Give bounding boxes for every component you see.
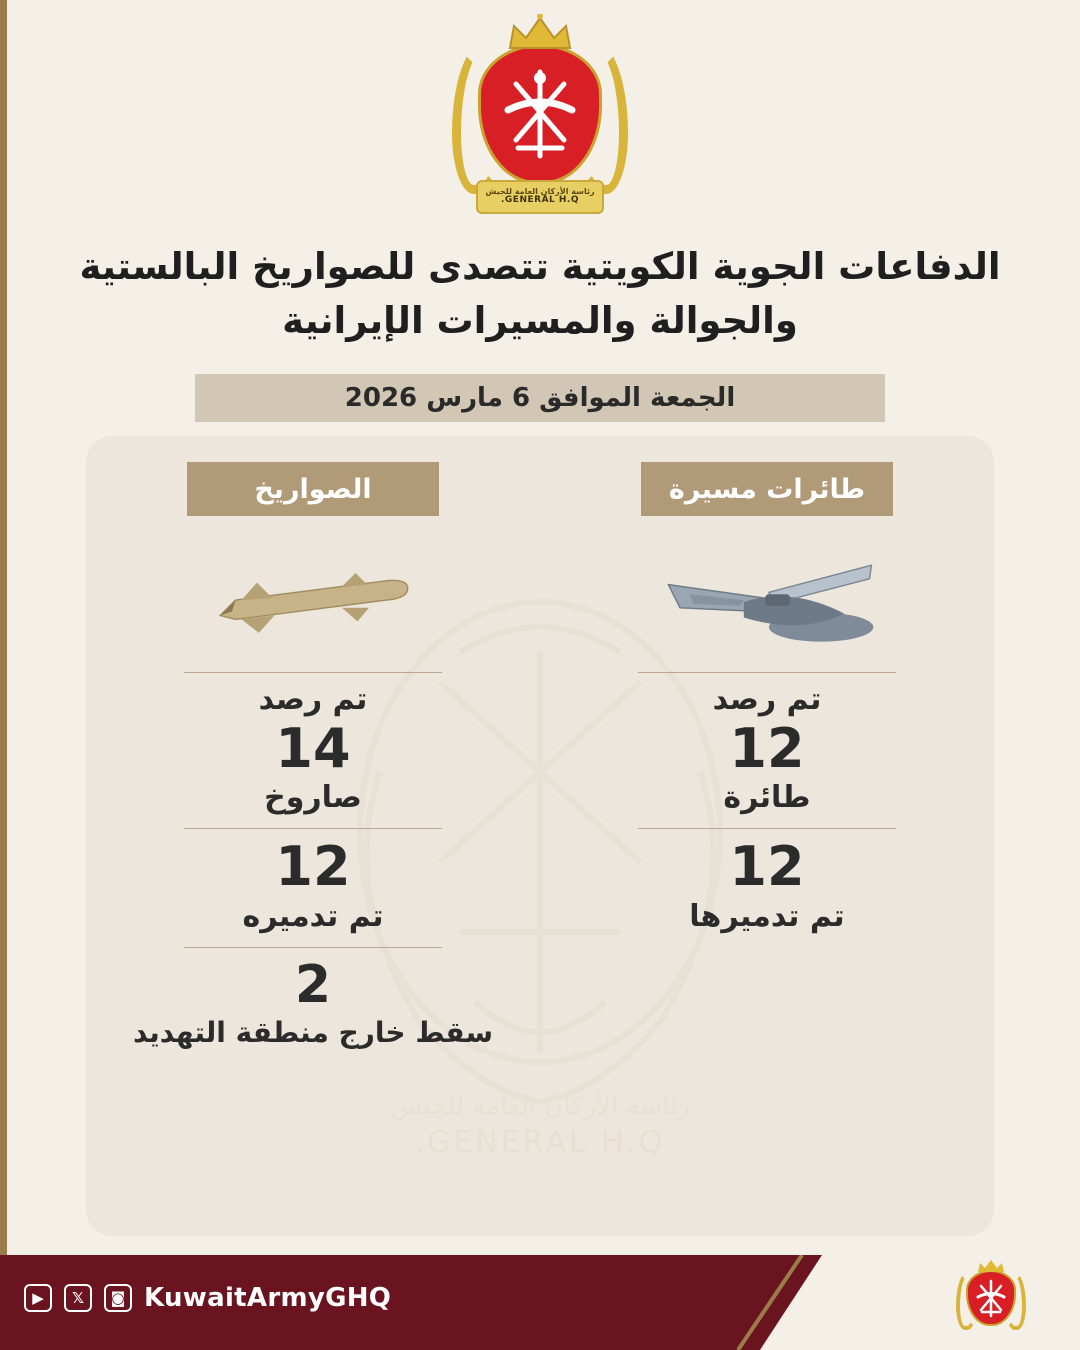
column-missiles-title: الصواريخ — [254, 473, 372, 505]
svg-text:GENERAL H.Q.: GENERAL H.Q. — [414, 1125, 666, 1160]
footer-diagonal-line — [734, 1255, 824, 1350]
instagram-icon[interactable]: ◙ — [104, 1284, 132, 1312]
social-links[interactable] — [24, 1283, 391, 1313]
date-band — [195, 374, 885, 422]
column-drones — [540, 436, 994, 1236]
footer-crest-icon — [954, 1258, 1028, 1338]
footer-crest-detail-icon — [966, 1270, 1016, 1326]
crest-ribbon-english: GENERAL H.Q. — [501, 195, 580, 206]
column-drones-header — [641, 462, 893, 516]
column-missiles-header — [187, 462, 439, 516]
stat-missiles-fell-outside-value: 2 — [294, 955, 332, 1016]
crest-ribbon-arabic: رئاسة الأركان العامة للجيش — [485, 187, 595, 197]
youtube-icon[interactable]: ▶ — [24, 1284, 52, 1312]
social-handle[interactable]: KuwaitArmyGHQ — [144, 1283, 392, 1313]
stat-drones-detected-value: 12 — [729, 716, 805, 780]
x-twitter-icon[interactable]: 𝕏 — [64, 1284, 92, 1312]
stat-drones-destroyed-label: تم تدميرها — [689, 898, 845, 934]
drone-icon — [574, 532, 960, 672]
stat-drones-destroyed-value: 12 — [729, 835, 805, 899]
stat-missiles-destroyed — [120, 829, 506, 947]
missile-icon — [120, 532, 506, 672]
stat-missiles-destroyed-label: تم تدميره — [242, 898, 384, 934]
stats-columns — [86, 436, 994, 1236]
stat-missiles-detected-unit: صاروخ — [264, 779, 362, 815]
stat-drones-detected-label: تم رصد — [712, 682, 822, 717]
column-drones-title: طائرات مسيرة — [668, 473, 866, 505]
stat-missiles-detected — [120, 673, 506, 828]
crest-ribbon — [476, 180, 604, 214]
stat-missiles-detected-value: 14 — [275, 716, 351, 780]
stats-card — [86, 436, 994, 1236]
footer-bar — [0, 1255, 1080, 1350]
stat-drones-detected — [574, 673, 960, 828]
stat-missiles-fell-outside — [120, 948, 506, 1061]
stat-missiles-fell-outside-label: سقط خارج منطقة التهديد — [133, 1015, 493, 1049]
svg-text:رئاسة الأركان العامة للجيش: رئاسة الأركان العامة للجيش — [389, 1091, 691, 1121]
page-title: الدفاعات الجوية الكويتية تتصدى للصواريخ البالستية والجوالة والمسيرات الإيرانية — [79, 245, 1001, 342]
stat-drones-destroyed — [574, 829, 960, 947]
stat-drones-detected-unit: طائرة — [723, 779, 811, 815]
stat-missiles-destroyed-value: 12 — [275, 835, 351, 899]
crest-emblem-detail-icon — [478, 44, 602, 184]
date-text: الجمعة الموافق 6 مارس 2026 — [344, 383, 736, 413]
column-missiles — [86, 436, 540, 1236]
stat-missiles-detected-label: تم رصد — [258, 682, 368, 717]
crest-container — [0, 8, 1080, 228]
kuwait-army-crest-icon — [440, 8, 640, 228]
